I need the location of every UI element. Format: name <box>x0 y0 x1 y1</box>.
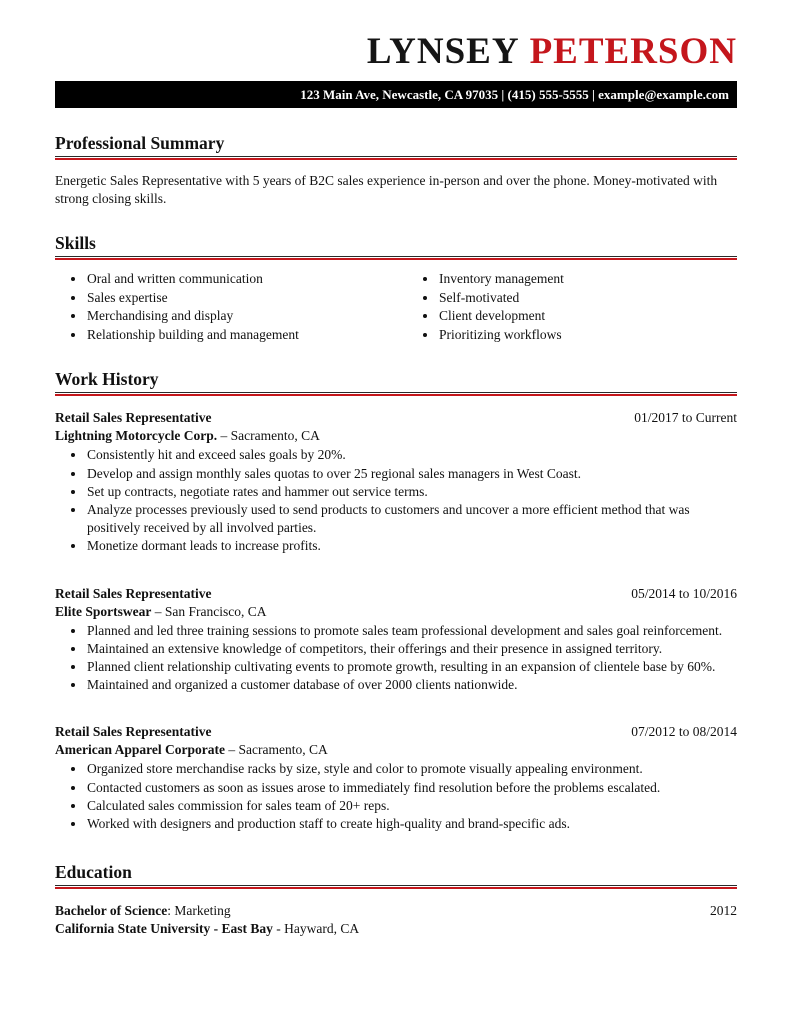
job-bullet: • Maintained and organized a customer database of over 2000 clients nationwide. <box>86 676 737 694</box>
job-bullet: • Maintained an extensive knowledge of competitors, their offerings and their presence in assigned territory. <box>86 640 737 658</box>
job-location: – Sacramento, CA <box>224 742 328 758</box>
job-entry <box>55 409 737 555</box>
candidate-name <box>55 32 737 72</box>
job-location: – San Francisco, CA <box>151 603 267 619</box>
job-header <box>55 585 737 603</box>
job-role: Retail Sales Representative <box>55 410 212 426</box>
job-location: – Sacramento, CA <box>217 428 320 444</box>
job-role: Retail Sales Representative <box>55 724 212 740</box>
school-name: California State University - East Bay <box>55 921 273 937</box>
summary-text: Energetic Sales Representative with 5 years of B2C sales experience in-person and over the phone. Money-motivated with strong closing skills. <box>55 173 718 206</box>
job-bullet: • Calculated sales commission for sales team of 20+ reps. <box>86 797 737 815</box>
job-entry <box>55 723 737 833</box>
education-degree-line <box>55 902 737 920</box>
job-bullet: • Contacted customers as soon as issues arose to immediately find resolution before the problems escalated. <box>86 779 737 797</box>
job-bullet: • Monetize dormant leads to increase profits. <box>86 537 737 555</box>
section-rule <box>55 885 737 889</box>
job-bullets <box>55 760 737 833</box>
job-bullet: • Analyze processes previously used to send products to customers and uncover a more efficient method that was positively received by all involved parties. <box>86 501 737 537</box>
section-title-skills: Skills <box>55 233 96 253</box>
job-bullet: • Consistently hit and exceed sales goals by 20%. <box>86 446 737 464</box>
job-employer-line <box>55 603 737 621</box>
job-bullet: • Organized store merchandise racks by size, style and color to promote visually appealing environment. <box>86 760 737 778</box>
job-dates: 05/2014 to 10/2016 <box>631 585 737 601</box>
section-rule <box>55 256 737 260</box>
skill-item: • Prioritizing workflows <box>438 326 737 345</box>
skill-item: • Self-motivated <box>438 289 737 308</box>
school-location: - Hayward, CA <box>272 921 360 937</box>
job-bullet: • Worked with designers and production staff to create high-quality and brand-specific ads. <box>86 815 737 833</box>
job-dates: 01/2017 to Current <box>634 410 737 426</box>
job-entry <box>55 585 737 695</box>
job-employer-line <box>55 741 737 759</box>
degree-name: Bachelor of Science <box>55 903 168 919</box>
skill-item: • Merchandising and display <box>86 307 407 326</box>
skill-item: • Sales expertise <box>86 289 407 308</box>
job-employer: Elite Sportswear <box>55 603 152 619</box>
education-entry <box>55 902 737 938</box>
skill-item: • Oral and written communication <box>86 270 407 289</box>
job-employer-line <box>55 427 737 445</box>
education-school-line <box>55 920 737 938</box>
skill-item: • Client development <box>438 307 737 326</box>
skills-column-left <box>55 270 407 344</box>
job-bullet: • Planned and led three training sessions to promote sales team professional development and sales goal reinforcement. <box>86 622 737 640</box>
job-bullets <box>55 446 737 555</box>
job-role: Retail Sales Representative <box>55 585 212 601</box>
section-title-education: Education <box>55 862 132 883</box>
job-bullets <box>55 622 737 695</box>
education-degree <box>55 902 231 920</box>
degree-detail: : Marketing <box>167 903 231 919</box>
job-header <box>55 723 737 741</box>
skills-columns <box>55 270 737 344</box>
job-employer: Lightning Motorcycle Corp. <box>55 428 218 444</box>
candidate-last-name: PETERSON <box>529 31 737 72</box>
section-title-summary: Professional Summary <box>55 133 225 153</box>
job-dates: 07/2012 to 08/2014 <box>631 724 737 740</box>
skills-column-right <box>407 270 737 344</box>
job-bullet: • Planned client relationship cultivating events to promote growth, resulting in an expansion of clientele base by 60%. <box>86 658 737 676</box>
section-rule <box>55 392 737 396</box>
job-bullet: • Set up contracts, negotiate rates and hammer out service terms. <box>86 483 737 501</box>
job-header <box>55 409 737 427</box>
job-employer: American Apparel Corporate <box>55 742 225 758</box>
contact-bar: 123 Main Ave, Newcastle, CA 97035 | (415) 555-5555 | example@example.com <box>55 81 737 108</box>
skill-item: • Relationship building and management <box>86 326 407 345</box>
education-year: 2012 <box>710 903 737 919</box>
skill-item: • Inventory management <box>438 270 737 289</box>
section-title-work-history: Work History <box>55 369 159 390</box>
job-bullet: • Develop and assign monthly sales quotas to over 25 regional sales managers in West Coast. <box>86 465 737 483</box>
candidate-first-name: LYNSEY <box>366 31 520 72</box>
section-rule <box>55 156 737 160</box>
